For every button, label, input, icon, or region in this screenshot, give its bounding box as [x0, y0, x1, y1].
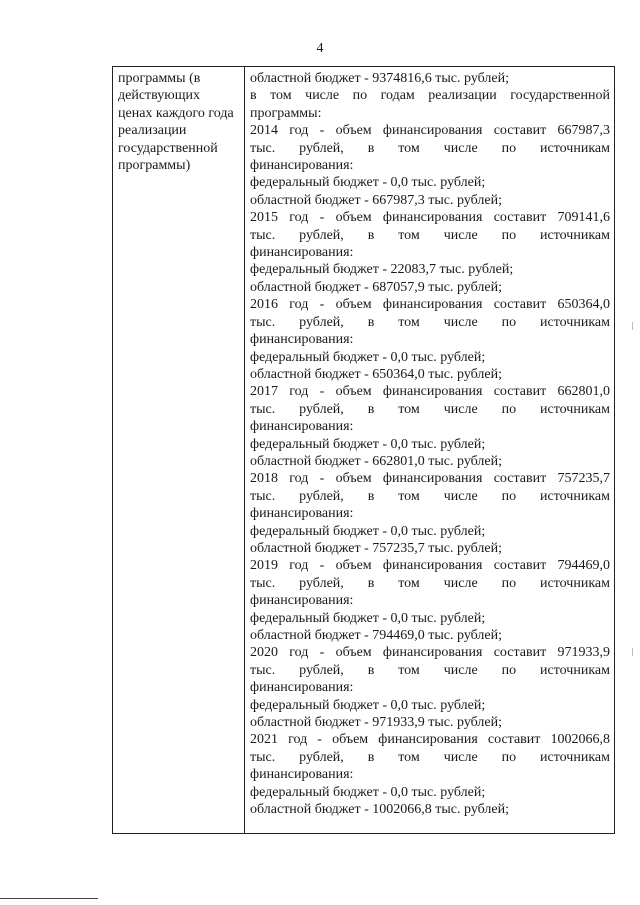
funding-line: 2014 год - объем финансирования составит 667987,3 [250, 123, 610, 139]
label-line: программы) [118, 158, 191, 174]
funding-line: финансирования: [250, 245, 354, 261]
scan-edge-mark [632, 648, 633, 656]
funding-line: финансирования: [250, 332, 354, 348]
funding-line: областной бюджет - 650364,0 тыс. рублей; [250, 366, 502, 382]
funding-line: областной бюджет - 687057,9 тыс. рублей; [250, 279, 502, 295]
funding-line: 2021 год - объем финансирования составит 1002066,8 [250, 732, 610, 748]
label-line: ценах каждого года [118, 105, 234, 121]
funding-line: 2020 год - объем финансирования составит 971933,9 [250, 645, 610, 661]
funding-line: тыс. рублей, в том числе по источникам [250, 314, 610, 330]
funding-line: тыс. рублей, в том числе по источникам [250, 488, 610, 504]
funding-line: финансирования: [250, 767, 354, 783]
funding-details-cell [245, 67, 614, 833]
funding-line: областной бюджет - 971933,9 тыс. рублей; [250, 715, 502, 731]
scan-edge-mark [632, 322, 633, 330]
funding-line: федеральный бюджет - 0,0 тыс. рублей; [250, 436, 486, 452]
footnote-rule [0, 898, 98, 899]
label-line: государственной [118, 140, 218, 156]
label-line: программы (в [118, 71, 201, 86]
funding-line: тыс. рублей, в том числе по источникам [250, 575, 610, 591]
page-number: 4 [316, 41, 324, 56]
funding-line: тыс. рублей, в том числе по источникам [250, 749, 610, 765]
funding-line: финансирования: [250, 593, 354, 609]
funding-line: областной бюджет - 794469,0 тыс. рублей; [250, 628, 502, 643]
funding-line: программы: [250, 105, 322, 121]
funding-line: 2015 год - объем финансирования составит 709141,6 [250, 210, 610, 226]
funding-line: финансирования: [250, 506, 354, 522]
funding-line: областной бюджет - 9374816,6 тыс. рублей; [250, 71, 509, 86]
funding-line: федеральный бюджет - 0,0 тыс. рублей; [250, 349, 486, 365]
funding-line: федеральный бюджет - 0,0 тыс. рублей; [250, 784, 486, 800]
funding-line: финансирования: [250, 419, 354, 435]
funding-line: в том числе по годам реализации государственной [250, 88, 610, 104]
program-funding-table [112, 66, 615, 834]
funding-line: тыс. рублей, в том числе по источникам [250, 662, 610, 678]
funding-line: 2017 год - объем финансирования составит 662801,0 [250, 384, 610, 400]
funding-line: областной бюджет - 662801,0 тыс. рублей; [250, 453, 502, 469]
program-parameter-label-cell [113, 67, 245, 833]
funding-line: тыс. рублей, в том числе по источникам [250, 401, 610, 417]
funding-line: областной бюджет - 1002066,8 тыс. рублей; [250, 802, 509, 818]
label-line: реализации [118, 123, 187, 139]
funding-line: 2018 год - объем финансирования составит 757235,7 [250, 471, 610, 487]
funding-line: тыс. рублей, в том числе по источникам [250, 140, 610, 156]
label-line: действующих [118, 88, 201, 104]
funding-line: федеральный бюджет - 0,0 тыс. рублей; [250, 697, 486, 713]
funding-line: федеральный бюджет - 0,0 тыс. рублей; [250, 175, 486, 191]
funding-line: финансирования: [250, 158, 354, 174]
funding-line: 2019 год - объем финансирования составит 794469,0 [250, 558, 610, 574]
funding-line: федеральный бюджет - 0,0 тыс. рублей; [250, 610, 486, 626]
funding-line: 2016 год - объем финансирования составит 650364,0 [250, 297, 610, 313]
funding-line: областной бюджет - 757235,7 тыс. рублей; [250, 540, 502, 556]
funding-line: финансирования: [250, 680, 354, 696]
funding-line: федеральный бюджет - 0,0 тыс. рублей; [250, 523, 486, 539]
funding-line: федеральный бюджет - 22083,7 тыс. рублей; [250, 262, 514, 278]
funding-line: областной бюджет - 667987,3 тыс. рублей; [250, 192, 502, 208]
funding-line: тыс. рублей, в том числе по источникам [250, 227, 610, 243]
